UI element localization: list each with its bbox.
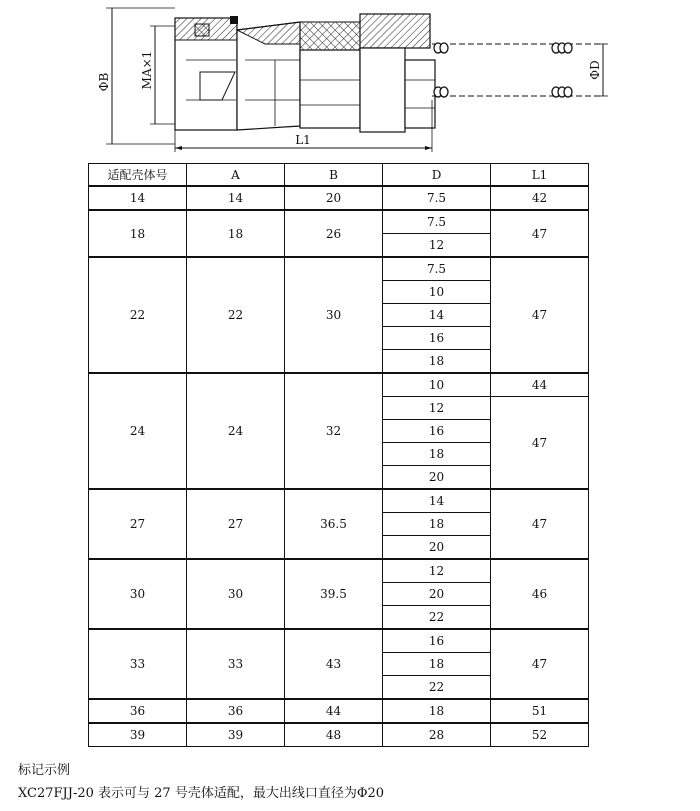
cell-L1: 46 — [491, 559, 589, 629]
cell-shell: 22 — [89, 257, 187, 373]
cell-A: 27 — [187, 489, 285, 559]
cell-shell: 18 — [89, 210, 187, 257]
cell-B: 20 — [285, 186, 383, 210]
cell-L1: 51 — [491, 699, 589, 723]
cell-D: 7.5 — [383, 186, 491, 210]
cell-D: 20 — [383, 583, 491, 606]
cell-A: 36 — [187, 699, 285, 723]
table-row — [89, 489, 589, 513]
cell-D: 28 — [383, 723, 491, 747]
cell-B: 26 — [285, 210, 383, 257]
cell-D: 20 — [383, 466, 491, 490]
cell-D: 22 — [383, 606, 491, 630]
cell-D: 18 — [383, 653, 491, 676]
cell-A: 24 — [187, 373, 285, 489]
cell-A: 39 — [187, 723, 285, 747]
header-L1: L1 — [491, 164, 589, 187]
cell-B: 44 — [285, 699, 383, 723]
cell-D: 18 — [383, 699, 491, 723]
header-shell: 适配壳体号 — [89, 164, 187, 187]
cell-B: 32 — [285, 373, 383, 489]
cell-shell: 14 — [89, 186, 187, 210]
cell-D: 18 — [383, 350, 491, 374]
cell-L1: 47 — [491, 489, 589, 559]
label-L1: L1 — [295, 133, 311, 147]
cell-D: 7.5 — [383, 210, 491, 234]
table-row — [89, 723, 589, 747]
table-row — [89, 257, 589, 281]
cell-shell: 39 — [89, 723, 187, 747]
cell-A: 33 — [187, 629, 285, 699]
cell-shell: 30 — [89, 559, 187, 629]
cell-L1: 42 — [491, 186, 589, 210]
table-row — [89, 699, 589, 723]
cell-D: 18 — [383, 513, 491, 536]
table-group — [89, 489, 589, 559]
cell-shell: 36 — [89, 699, 187, 723]
cell-D: 14 — [383, 304, 491, 327]
connector-drawing — [0, 0, 700, 160]
cell-L1: 47 — [491, 210, 589, 257]
table-group — [89, 186, 589, 210]
cell-B: 30 — [285, 257, 383, 373]
label-phiB: ΦB — [97, 72, 111, 92]
table-row — [89, 629, 589, 653]
cell-A: 22 — [187, 257, 285, 373]
cell-B: 48 — [285, 723, 383, 747]
marking-example-title: 标记示例 — [18, 763, 71, 778]
cell-D: 16 — [383, 629, 491, 653]
marking-example-text: XC27FJJ-20 表示可与 27 号壳体适配，最大出线口直径为Φ20 — [18, 786, 385, 801]
cell-D: 10 — [383, 281, 491, 304]
cell-D: 12 — [383, 559, 491, 583]
table-group — [89, 559, 589, 629]
table-row — [89, 559, 589, 583]
cell-A: 18 — [187, 210, 285, 257]
cell-D: 12 — [383, 234, 491, 258]
cell-D: 18 — [383, 443, 491, 466]
cell-L1: 47 — [491, 397, 589, 490]
cell-B: 36.5 — [285, 489, 383, 559]
header-A: A — [187, 164, 285, 187]
table-group — [89, 629, 589, 699]
cell-D: 16 — [383, 327, 491, 350]
label-MA: MA×1 — [140, 50, 154, 90]
cell-D: 22 — [383, 676, 491, 700]
cell-A: 30 — [187, 559, 285, 629]
cell-D: 12 — [383, 397, 491, 420]
header-B: B — [285, 164, 383, 187]
cell-D: 14 — [383, 489, 491, 513]
table-header-row — [89, 164, 589, 187]
cell-shell: 24 — [89, 373, 187, 489]
cell-D: 16 — [383, 420, 491, 443]
table-row — [89, 186, 589, 210]
cell-D: 10 — [383, 373, 491, 397]
cell-L1: 44 — [491, 373, 589, 397]
table-group — [89, 257, 589, 373]
cell-L1: 47 — [491, 629, 589, 699]
cell-D: 7.5 — [383, 257, 491, 281]
spec-table — [88, 163, 589, 747]
header-D: D — [383, 164, 491, 187]
cell-shell: 33 — [89, 629, 187, 699]
cell-A: 14 — [187, 186, 285, 210]
cell-B: 43 — [285, 629, 383, 699]
cell-L1: 47 — [491, 257, 589, 373]
table-group — [89, 210, 589, 257]
table-row — [89, 373, 589, 397]
table-group — [89, 723, 589, 747]
cell-B: 39.5 — [285, 559, 383, 629]
table-group — [89, 373, 589, 489]
cell-L1: 52 — [491, 723, 589, 747]
table-group — [89, 699, 589, 723]
cell-shell: 27 — [89, 489, 187, 559]
cell-D: 20 — [383, 536, 491, 560]
label-phiD: ΦD — [588, 60, 602, 80]
table-row — [89, 210, 589, 234]
